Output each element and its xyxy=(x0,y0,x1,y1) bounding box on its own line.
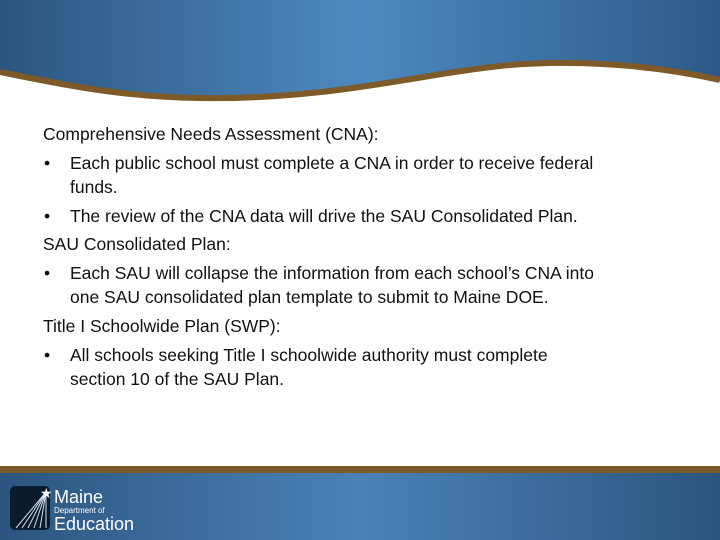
svg-text:★: ★ xyxy=(40,485,53,501)
bullet-text: Each SAU will collapse the information from each school’s CNA into xyxy=(70,263,594,283)
header-wave-banner xyxy=(0,0,720,110)
bullet-item xyxy=(44,263,594,284)
bullet-continuation: section 10 of the SAU Plan. xyxy=(70,369,285,389)
bullet-icon: • xyxy=(44,206,51,226)
star-rays-icon xyxy=(8,484,54,532)
logo-text: Maine xyxy=(54,487,104,507)
logo-text: Department of xyxy=(54,506,105,515)
maine-doe-logo xyxy=(8,484,138,532)
bullet-item xyxy=(44,206,578,227)
bullet-item xyxy=(44,153,593,174)
bullet-continuation: one SAU consolidated plan template to submit to Maine DOE. xyxy=(70,287,549,307)
bullet-icon: • xyxy=(44,345,51,365)
bullet-icon: • xyxy=(44,263,51,283)
heading-swp: Title I Schoolwide Plan (SWP): xyxy=(43,316,281,336)
heading-cna: Comprehensive Needs Assessment (CNA): xyxy=(43,124,379,144)
heading-sau-plan: SAU Consolidated Plan: xyxy=(43,234,231,254)
bullet-icon: • xyxy=(44,153,51,173)
bullet-text: The review of the CNA data will drive the SAU Consolidated Plan. xyxy=(70,206,578,226)
bullet-continuation: funds. xyxy=(70,177,118,197)
bullet-item xyxy=(44,345,548,366)
logo-text: Education xyxy=(54,514,135,534)
bullet-text: All schools seeking Title I schoolwide authority must complete xyxy=(70,345,548,365)
footer-divider xyxy=(0,466,720,473)
bullet-text: Each public school must complete a CNA in order to receive federal xyxy=(70,153,594,173)
